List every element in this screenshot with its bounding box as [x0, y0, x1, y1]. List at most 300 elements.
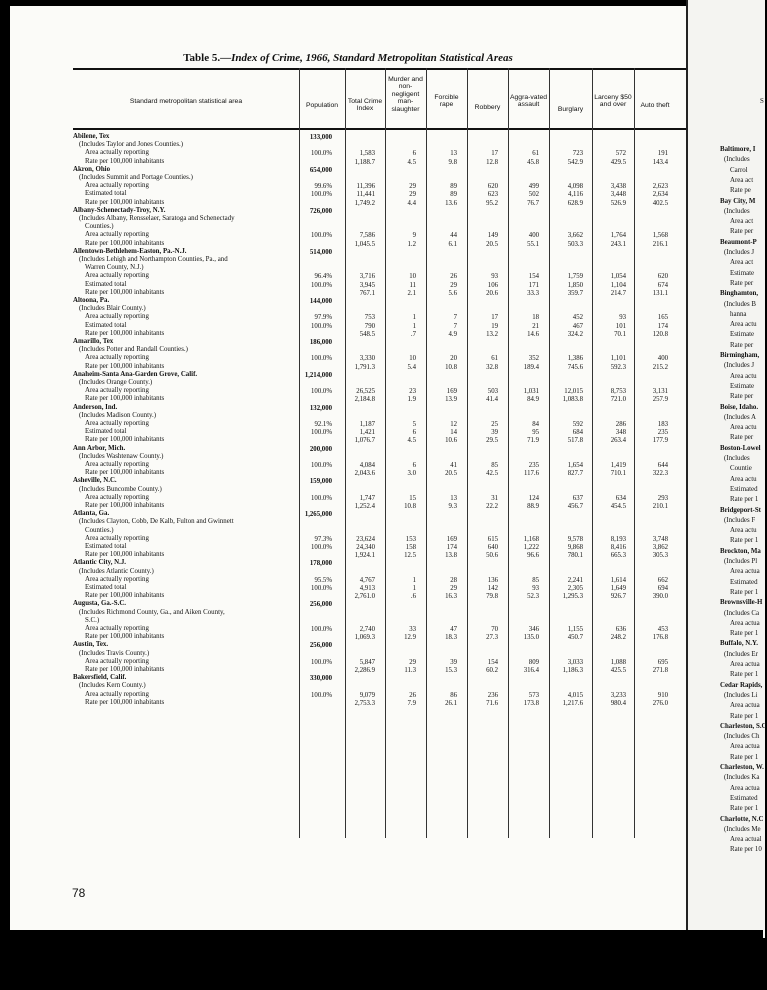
facing-line: Rate per 1: [730, 712, 759, 720]
population-cell: 186,000: [309, 339, 332, 346]
value-cell: 723: [572, 150, 583, 158]
value-cell: 10.6: [445, 437, 457, 445]
value-cell: 499: [528, 183, 539, 191]
value-cell: 926.7: [610, 593, 626, 601]
value-cell: 3,716: [359, 273, 375, 281]
population-cell: 92.1%: [314, 421, 332, 428]
value-cell: 454.5: [610, 503, 626, 510]
row-label: Estimated total: [85, 428, 127, 436]
row-label: Area actually reporting: [85, 690, 149, 698]
population-cell: 100.0%: [311, 232, 332, 240]
row-label: Area actually reporting: [85, 313, 149, 321]
population-cell: 256,000: [309, 642, 332, 650]
value-cell: 120.8: [652, 330, 668, 338]
header-0: Standard metropolitan statistical area: [129, 98, 243, 105]
value-cell: 3.0: [407, 470, 416, 478]
value-cell: 1,222: [523, 544, 539, 551]
value-cell: 12.8: [486, 158, 498, 166]
facing-line: Rate per 1: [730, 630, 759, 638]
value-cell: 26,525: [356, 388, 375, 396]
value-cell: 753: [364, 314, 375, 322]
value-cell: 85: [491, 462, 498, 469]
value-cell: 623: [487, 191, 498, 199]
facing-line: Brownsville-H: [720, 599, 763, 607]
value-cell: 95.2: [486, 199, 498, 207]
value-cell: 16.3: [445, 593, 457, 601]
row-label: S.C.): [85, 616, 100, 624]
value-cell: 637: [572, 494, 583, 502]
table-title: [10, 52, 686, 64]
value-cell: 640: [487, 544, 498, 551]
value-cell: 248.2: [610, 634, 626, 642]
value-cell: 1: [412, 576, 416, 584]
value-cell: 548.5: [359, 330, 375, 338]
value-cell: 526.9: [610, 199, 626, 207]
facing-line: Estimate: [730, 331, 755, 339]
row-label: (Includes Potter and Randall Counties.): [79, 346, 188, 354]
value-cell: 42.5: [486, 470, 498, 478]
value-cell: 189.4: [523, 363, 539, 371]
facing-page: [686, 0, 765, 938]
value-cell: 18.3: [445, 634, 457, 642]
page-number: 78: [72, 886, 86, 900]
facing-line: Rate per: [730, 434, 754, 442]
row-label: (Includes Atlantic County.): [79, 567, 154, 575]
value-cell: 3,438: [610, 183, 626, 191]
value-cell: 453: [657, 626, 668, 633]
population-cell: 144,000: [309, 298, 332, 305]
value-cell: 467: [572, 322, 583, 330]
value-cell: 158: [405, 544, 416, 551]
value-cell: 88.9: [527, 503, 539, 510]
population-cell: 654,000: [309, 166, 332, 174]
value-cell: 135.0: [523, 634, 539, 642]
row-label: Area actually reporting: [85, 231, 149, 239]
area-name: Abilene, Tex: [73, 133, 110, 140]
facing-line: Boise, Idaho.: [720, 403, 759, 411]
value-cell: 11,441: [356, 191, 375, 199]
facing-line: (Includes Er: [724, 650, 758, 658]
value-cell: 32.8: [486, 363, 498, 371]
value-cell: 263.4: [610, 437, 626, 445]
facing-line: (Includes: [724, 455, 750, 462]
facing-line: Rate per 1: [730, 588, 759, 596]
value-cell: 324.2: [567, 330, 583, 338]
area-name: Allentown-Bethlehem-Easton, Pa.-N.J.: [73, 247, 187, 255]
population-cell: 100.0%: [311, 355, 332, 363]
value-cell: 11: [409, 281, 416, 289]
facing-line: Cedar Rapids,: [720, 681, 763, 689]
value-cell: 33: [409, 626, 416, 633]
population-cell: 100.0%: [311, 544, 332, 551]
value-cell: 3,448: [610, 191, 626, 199]
value-cell: 9,868: [567, 544, 583, 551]
population-cell: 256,000: [309, 601, 332, 609]
value-cell: 2,623: [652, 183, 668, 191]
value-cell: 400: [528, 232, 539, 240]
row-label: Estimated total: [85, 543, 127, 550]
value-cell: 620: [487, 183, 498, 191]
value-cell: 7: [453, 322, 457, 330]
population-cell: 1,214,000: [304, 371, 332, 379]
value-cell: 29: [450, 281, 457, 289]
row-label: Rate per 100,000 inhabitants: [85, 551, 165, 559]
value-cell: 142: [487, 585, 498, 592]
row-label: Area actually reporting: [85, 493, 149, 501]
value-cell: 84: [532, 421, 539, 428]
population-cell: 330,000: [309, 675, 332, 683]
facing-line: (Includes Li: [724, 691, 758, 699]
value-cell: 402.5: [652, 199, 668, 207]
value-cell: 3,748: [652, 535, 668, 543]
value-cell: 41.4: [486, 396, 498, 404]
value-cell: 5.6: [448, 289, 457, 297]
value-cell: 293: [657, 494, 668, 502]
value-cell: 2.1: [407, 289, 416, 297]
row-label: (Includes Lehigh and Northampton Counties, Pa., and: [79, 256, 228, 263]
value-cell: 1: [412, 314, 416, 322]
value-cell: 13.8: [445, 552, 457, 560]
facing-line: Bridgeport-St: [720, 506, 761, 514]
value-cell: 1,031: [523, 388, 539, 396]
value-cell: 79.8: [486, 593, 498, 601]
value-cell: 23,624: [356, 535, 375, 543]
value-cell: 2,305: [567, 585, 583, 592]
value-cell: 4,098: [567, 183, 583, 191]
facing-line: Area actua: [730, 568, 760, 576]
value-cell: 1,187: [359, 421, 375, 428]
facing-line: Area actua: [730, 619, 760, 627]
population-cell: 95.5%: [314, 576, 332, 584]
value-cell: 276.0: [652, 699, 668, 707]
value-cell: 21: [532, 322, 539, 330]
row-label: Area actually reporting: [85, 625, 149, 632]
value-cell: 243.1: [610, 240, 626, 248]
value-cell: 3,945: [359, 281, 375, 289]
value-cell: 149: [487, 232, 498, 240]
row-label: Rate per 100,000 inhabitants: [85, 436, 165, 444]
value-cell: 1,421: [359, 429, 375, 437]
value-cell: 456.7: [567, 503, 583, 510]
population-cell: 1,265,000: [304, 511, 332, 519]
value-cell: 85: [532, 576, 539, 584]
value-cell: 620: [657, 273, 668, 281]
population-cell: 133,000: [309, 134, 332, 141]
value-cell: 1,747: [359, 494, 375, 502]
population-cell: 100.0%: [311, 658, 332, 666]
population-cell: 100.0%: [311, 691, 332, 699]
value-cell: 183: [657, 421, 668, 428]
facing-line: Beaumont-P: [720, 238, 757, 246]
facing-line: Brockton, Ma: [720, 547, 761, 555]
value-cell: 174: [446, 544, 457, 551]
population-cell: 100.0%: [311, 429, 332, 437]
header-9: Auto theft: [640, 102, 670, 109]
area-name: Anderson, Ind.: [73, 403, 118, 411]
table-title-text: Index of Crime, 1966, Standard Metropolitan Statistical Areas: [231, 52, 513, 64]
facing-line: Charlotte, N.C: [720, 815, 764, 823]
value-cell: .6: [410, 593, 416, 601]
row-label: Area actually reporting: [85, 182, 149, 190]
value-cell: 780.1: [567, 552, 583, 560]
scan-border: [0, 930, 763, 990]
value-cell: 154: [487, 658, 498, 666]
facing-line: (Includes A: [724, 413, 756, 421]
area-name: Asheville, N.C.: [73, 477, 117, 485]
facing-line: Binghamton,: [720, 290, 759, 298]
value-cell: 9,578: [567, 535, 583, 543]
value-cell: 4,084: [359, 462, 375, 469]
value-cell: 1,054: [610, 273, 626, 281]
value-cell: 3,233: [610, 691, 626, 699]
value-cell: 359.7: [567, 289, 583, 297]
facing-line: Area actu: [730, 527, 757, 535]
row-label: (Includes Blair County.): [79, 305, 146, 313]
value-cell: 980.4: [610, 699, 626, 707]
value-cell: 165: [657, 314, 668, 322]
facing-line: hanna: [730, 310, 747, 318]
row-label: Rate per 100,000 inhabitants: [85, 198, 165, 206]
value-cell: 89: [450, 191, 457, 199]
row-label: Estimated total: [85, 584, 127, 591]
value-cell: 15: [409, 494, 416, 502]
value-cell: 29.5: [486, 437, 498, 445]
value-cell: 2,184.8: [354, 396, 375, 404]
table-label: Table 5.—: [183, 52, 232, 64]
value-cell: 14: [450, 429, 457, 437]
value-cell: 9,079: [359, 691, 375, 699]
facing-line: Rate per: [730, 279, 754, 287]
population-cell: 100.0%: [311, 191, 332, 199]
value-cell: 2,753.3: [354, 699, 375, 707]
row-label: Warren County, N.J.): [85, 264, 144, 272]
value-cell: 3,862: [652, 544, 668, 551]
value-cell: 93: [491, 273, 498, 281]
value-cell: 1,924.1: [354, 552, 375, 560]
facing-line: Area act: [730, 259, 754, 267]
row-label: Counties.): [85, 223, 114, 231]
facing-line: Rate pe: [730, 187, 751, 195]
value-cell: 61: [532, 150, 539, 158]
value-cell: 76.7: [527, 199, 539, 207]
value-cell: 592: [572, 421, 583, 428]
row-label: Area actually reporting: [85, 534, 149, 542]
value-cell: 7,586: [359, 232, 375, 240]
facing-line: Area actu: [730, 321, 757, 329]
value-cell: 644: [657, 462, 668, 469]
value-cell: 425.5: [610, 667, 626, 674]
value-cell: 694: [657, 585, 668, 592]
area-name: Amarillo, Tex: [73, 338, 114, 345]
value-cell: 70.1: [614, 330, 626, 338]
value-cell: 29: [450, 585, 457, 592]
row-label: (Includes Kern County.): [79, 682, 146, 690]
value-cell: 503.3: [567, 240, 583, 248]
row-label: Rate per 100,000 inhabitants: [85, 239, 165, 247]
value-cell: 7.9: [407, 699, 416, 707]
value-cell: 6.1: [448, 240, 457, 248]
value-cell: 9.3: [448, 503, 457, 510]
value-cell: 60.2: [486, 667, 498, 674]
population-cell: 97.3%: [314, 535, 332, 543]
facing-line: (Includes Ch: [724, 733, 760, 741]
value-cell: 348: [615, 429, 626, 437]
area-name: Austin, Tex.: [73, 641, 109, 649]
row-label: (Includes Richmond County, Ga., and Aiken County,: [79, 608, 225, 616]
value-cell: 2,761.0: [354, 593, 375, 601]
value-cell: 305.3: [652, 552, 668, 560]
area-name: Ann Arbor, Mich.: [73, 444, 126, 452]
value-cell: 1,749.2: [354, 199, 375, 207]
value-cell: 25: [491, 421, 498, 428]
value-cell: 662: [657, 576, 668, 584]
value-cell: 27.3: [486, 634, 498, 642]
facing-line: (Includes J: [724, 249, 755, 256]
facing-line: Estimate: [730, 269, 755, 277]
value-cell: 2,286.9: [354, 667, 375, 674]
population-cell: 100.0%: [311, 585, 332, 592]
value-cell: 153: [405, 535, 416, 543]
population-cell: 100.0%: [311, 626, 332, 633]
value-cell: 790: [364, 322, 375, 330]
value-cell: 10.8: [404, 503, 416, 510]
value-cell: 1,295.3: [562, 593, 583, 601]
value-cell: 4,767: [359, 576, 375, 584]
facing-line: Rate per 1: [730, 753, 759, 761]
header-1: Population: [305, 102, 339, 109]
value-cell: 154: [528, 273, 539, 281]
value-cell: 12.9: [404, 634, 416, 642]
value-cell: 10: [409, 355, 416, 363]
area-name: Albany-Schenectady-Troy, N.Y.: [73, 206, 166, 214]
facing-line: Boston-Lowel: [720, 444, 761, 452]
facing-line: Rate per 10: [730, 846, 762, 854]
value-cell: 4,913: [359, 585, 375, 592]
row-label: Area actually reporting: [85, 272, 149, 280]
row-label: (Includes Summit and Portage Counties.): [79, 174, 193, 181]
facing-line: (Includes: [724, 156, 750, 164]
row-label: Rate per 100,000 inhabitants: [85, 666, 165, 673]
row-label: (Includes Madison County.): [79, 411, 157, 419]
value-cell: 8,753: [610, 388, 626, 396]
value-cell: 12: [450, 421, 457, 428]
value-cell: 11,396: [356, 183, 375, 191]
facing-line: Charleston, W.: [720, 764, 764, 771]
row-label: Rate per 100,000 inhabitants: [85, 329, 165, 337]
header-8: Larceny $50 and over: [594, 94, 632, 109]
value-cell: 39: [450, 658, 457, 666]
facing-line: Area actu: [730, 475, 757, 483]
facing-line: Rate per: [730, 393, 754, 401]
value-cell: 572: [615, 150, 626, 158]
value-cell: 50.6: [486, 552, 498, 560]
header-top-rule: [73, 68, 686, 70]
value-cell: 11.3: [404, 667, 416, 674]
value-cell: 95: [532, 429, 539, 437]
row-label: (Includes Washtenaw County.): [79, 452, 164, 460]
value-cell: 20.5: [486, 240, 498, 248]
population-cell: 159,000: [309, 478, 332, 486]
value-cell: 10.8: [445, 363, 457, 371]
area-name: Anaheim-Santa Ana-Garden Grove, Calif.: [73, 370, 198, 378]
value-cell: 665.3: [610, 552, 626, 560]
value-cell: 215.2: [652, 363, 668, 371]
row-label: Rate per 100,000 inhabitants: [85, 288, 165, 296]
facing-line: (Includes J: [724, 362, 755, 370]
value-cell: 29: [409, 183, 416, 191]
value-cell: 23: [409, 388, 416, 396]
value-cell: 1,188.7: [354, 158, 375, 166]
value-cell: 1,386: [567, 355, 583, 363]
value-cell: 1: [412, 322, 416, 330]
value-cell: 22.2: [486, 503, 498, 510]
value-cell: 1,419: [610, 462, 626, 469]
value-cell: 1,850: [567, 281, 583, 289]
row-label: Rate per 100,000 inhabitants: [85, 502, 165, 509]
value-cell: 1,568: [652, 232, 668, 240]
value-cell: 450.7: [567, 634, 583, 642]
row-label: Area actually reporting: [85, 461, 149, 468]
facing-line: (Includes: [724, 207, 750, 215]
row-label: Rate per 100,000 inhabitants: [85, 362, 165, 370]
value-cell: 216.1: [652, 240, 668, 248]
value-cell: 2,740: [359, 626, 375, 633]
facing-line: Area actua: [730, 743, 760, 751]
facing-line: Buffalo, N.Y.: [720, 640, 759, 648]
value-cell: 236: [487, 691, 498, 699]
population-cell: 100.0%: [311, 462, 332, 469]
value-cell: 117.6: [523, 470, 539, 478]
facing-line: Rate per 1: [730, 537, 759, 545]
row-label: Estimated total: [85, 280, 127, 288]
value-cell: 26: [409, 691, 416, 699]
value-cell: 1,764: [610, 232, 626, 240]
value-cell: 14.6: [527, 330, 539, 338]
value-cell: 910: [657, 691, 668, 699]
value-cell: 29: [409, 658, 416, 666]
value-cell: 33.3: [527, 289, 539, 297]
value-cell: 721.0: [610, 396, 626, 404]
area-name: Atlantic City, N.J.: [73, 559, 127, 567]
value-cell: 1.2: [407, 240, 416, 248]
row-label: Rate per 100,000 inhabitants: [85, 698, 165, 706]
value-cell: 20.5: [445, 470, 457, 478]
value-cell: 827.7: [567, 470, 583, 478]
value-cell: 31: [491, 494, 498, 502]
value-cell: 695: [657, 658, 668, 666]
value-cell: 6: [412, 150, 416, 158]
value-cell: 10: [409, 273, 416, 281]
facing-line: Charleston, S.C: [720, 722, 767, 730]
value-cell: 13: [450, 494, 457, 502]
value-cell: 710.1: [610, 470, 626, 478]
value-cell: 1,791.3: [354, 363, 375, 371]
value-cell: 542.9: [567, 158, 583, 166]
facing-line: Area actua: [730, 784, 760, 792]
value-cell: 28: [450, 576, 457, 584]
value-cell: 29: [409, 191, 416, 199]
row-label: Area actually reporting: [85, 575, 149, 583]
value-cell: 4.5: [407, 158, 416, 166]
population-cell: 97.9%: [314, 314, 332, 322]
facing-line: Area actu: [730, 424, 757, 432]
value-cell: 615: [487, 535, 498, 543]
facing-line: (Includes F: [724, 516, 756, 524]
population-cell: 100.0%: [311, 388, 332, 396]
column-rule-0: [299, 68, 300, 838]
value-cell: 13.2: [486, 330, 498, 338]
facing-line: Baltimore, I: [720, 146, 756, 153]
